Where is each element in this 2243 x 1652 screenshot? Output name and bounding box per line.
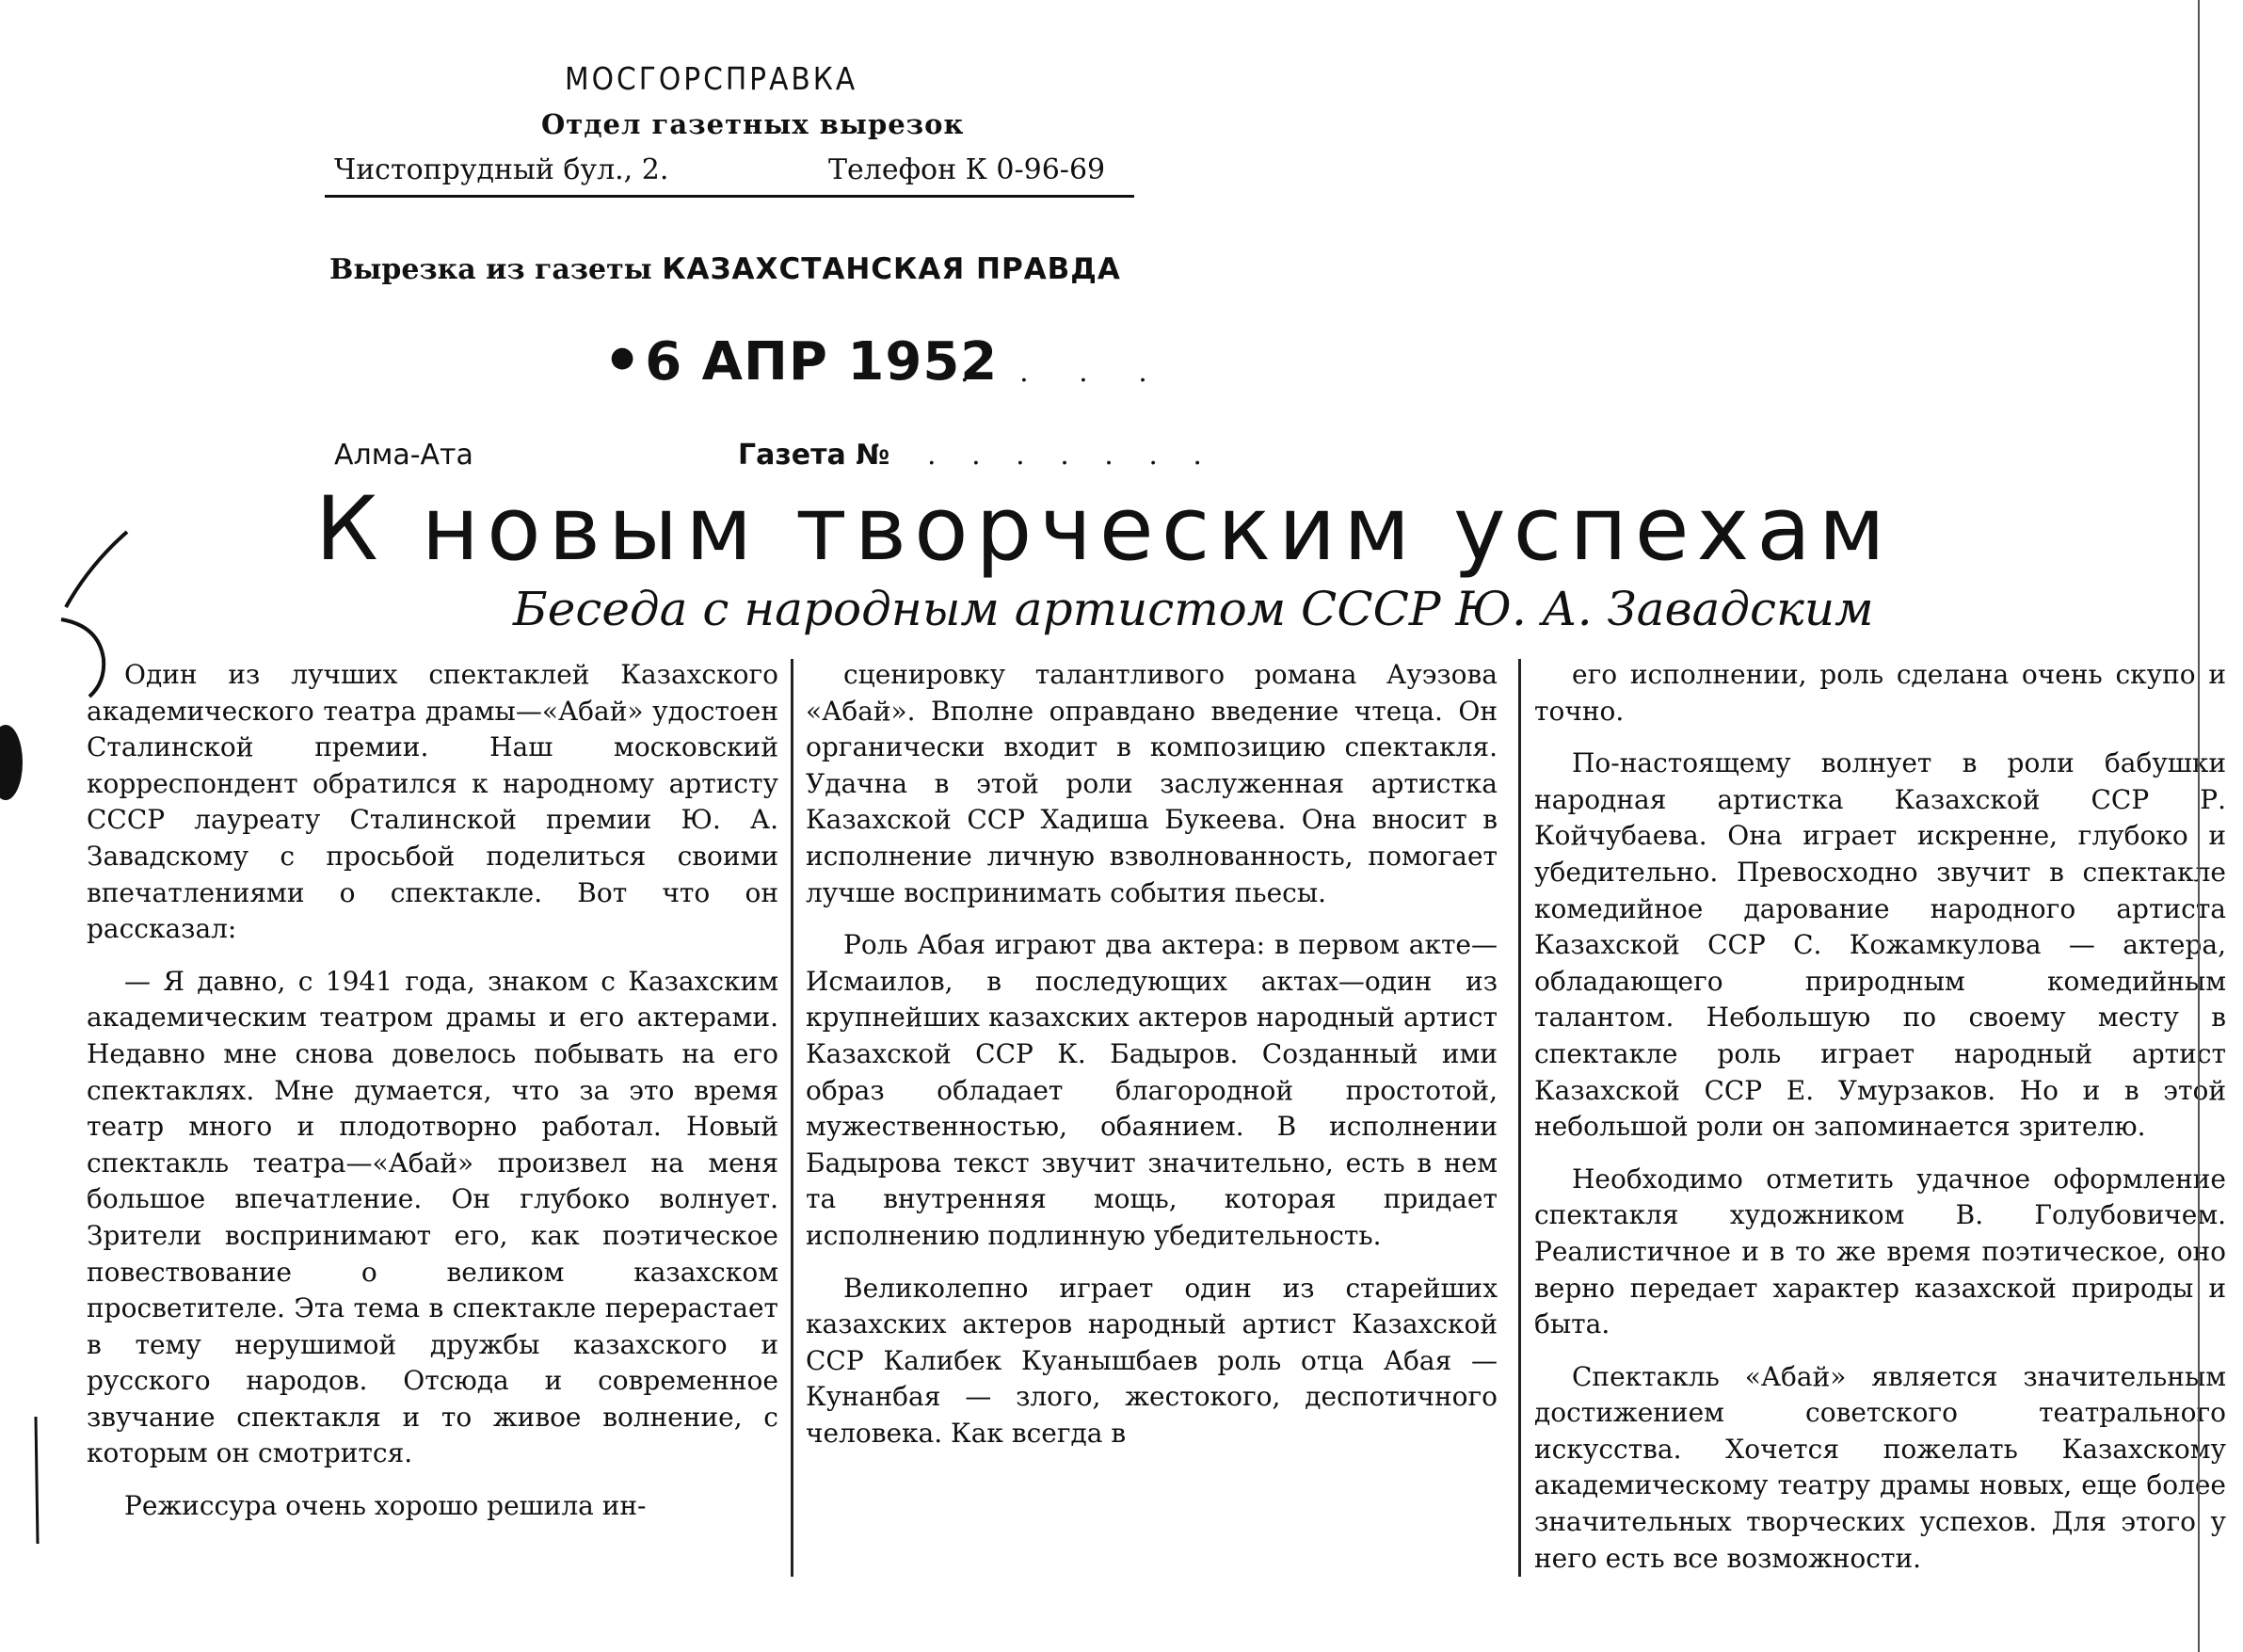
pencil-stroke [36, 1417, 38, 1544]
pencil-stroke [61, 619, 104, 697]
clipping-source [329, 252, 1121, 286]
article-column-3 [1534, 657, 2226, 1593]
margin-pencil-marks [0, 508, 151, 1652]
department-name: Отдел газетных вырезок [541, 108, 965, 140]
punch-hole-mark [0, 725, 23, 800]
paragraph: По-настоящему волнует в роли бабушки народная артистка Казахской ССР Р. Койчубаева. Она играет искренне, глубоко и убедительно. Превосходно звучит в спектакле комедийное дарование народного артиста Казахской ССР С. Кожамкулова — актера, обладающего природным комедийным талантом. Небольшую по своему месту в спектакле роль играет народный артист Казахской ССР Е. Умурзаков. Но и в этой небольшой роли он запоминается зрителю. [1534, 747, 2226, 1143]
agency-address: Чистопрудный бул., 2. [334, 153, 669, 186]
page-edge [2198, 0, 2243, 1652]
paragraph: его исполнении, роль сделана очень скупо и точно. [1534, 659, 2226, 727]
bullet-icon: ● [610, 341, 636, 374]
gazeta-number-dots: . . . . . . . [927, 439, 1215, 472]
clipping-label: Вырезка из газеты [329, 253, 652, 286]
paragraph: сценировку талантливого романа Ауэзова «Абай». Вполне оправдано введение чтеца. Он органически входит в композицию спектакля. Удачна в этой роли заслуженная артистка Казахской ССР Хадиша Букеева. Она вносит в исполнение личную взволнованность, помогает лучше воспринимать события пьесы. [806, 659, 1498, 908]
date-stamp [610, 331, 998, 393]
pencil-stroke [66, 532, 127, 607]
paragraph: Великолепно играет один из старейших казахских актеров народный артист Казахской ССР Калибек Куанышбаев роль отца Абая — Кунанбая — злого, жестокого, деспотичного человека. Как всегда в [806, 1272, 1498, 1449]
paragraph: Один из лучших спектаклей Казахского академического театра драмы—«Абай» удостоен Сталинской премии. Наш московский корреспондент обратился к народному артисту СССР лауреату Сталинской премии Ю. А. Завадскому с просьбой поделиться своими впечатлениями о спектакле. Вот что он рассказал: [87, 659, 778, 945]
column-divider [1518, 659, 1521, 1577]
newspaper-name: КАЗАХСТАНСКАЯ ПРАВДА [662, 252, 1121, 286]
article-column-1 [87, 657, 778, 1541]
paragraph: Необходимо отметить удачное оформление спектакля художником В. Голубовичем. Реалистичное и в то же время поэтическое, оно верно передает характер казахской природы и быта. [1534, 1163, 2226, 1340]
city-label: Алма-Ата [334, 439, 473, 472]
article-column-2 [806, 657, 1498, 1468]
article-title: К новым творческим успехам [315, 478, 1893, 581]
column-divider [791, 659, 793, 1577]
agency-phone: Телефон К 0-96-69 [828, 153, 1106, 186]
paragraph: Спектакль «Абай» является значительным достижением советского театрального искусства. Хочется пожелать Казахскому академическому театру драмы новых, еще более значительных творческих успехов. Для этого у него есть все возможности. [1534, 1360, 2226, 1574]
agency-name: МОСГОРСПРАВКА [565, 60, 858, 97]
paragraph: Роль Абая играют два актера: в первом акте—Исмаилов, в последующих актах—один из крупнейших казахских актеров народный артист Казахской ССР К. Бадыров. Созданный ими образ обладает благородной простотой, мужественностью, обаянием. В исполнении Бадырова текст звучит значительно, есть в нем та внутренняя мощь, которая придает исполнению подлинную убедительность. [806, 929, 1498, 1251]
date-dots: . . . . [960, 356, 1168, 389]
date-stamp-text: 6 АПР 1952 [645, 331, 999, 393]
paragraph: — Я давно, с 1941 года, знаком с Казахским академическим театром драмы и его актерами. Недавно мне снова довелось побывать на его спектаклях. Мне думается, что за это время театр много и плодотворно работал. Новый спектакль театра—«Абай» произвел на меня большое впечатление. Он глубоко волнует. Зрители воспринимают его, как поэтическое повествование о великом казахском просветителе. Эта тема в спектакле перерастает в тему нерушимой дружбы казахского и русского народов. Отсюда и современное звучание спектакля и то живое волнение, с которым он смотрится. [87, 965, 778, 1469]
article-subtitle: Беседа с народным артистом СССР Ю. А. Завадским [513, 582, 1874, 636]
gazeta-number-label: Газета № [738, 439, 890, 472]
paragraph: Режиссура очень хорошо решила ин- [124, 1490, 647, 1522]
header-divider [325, 195, 1134, 198]
